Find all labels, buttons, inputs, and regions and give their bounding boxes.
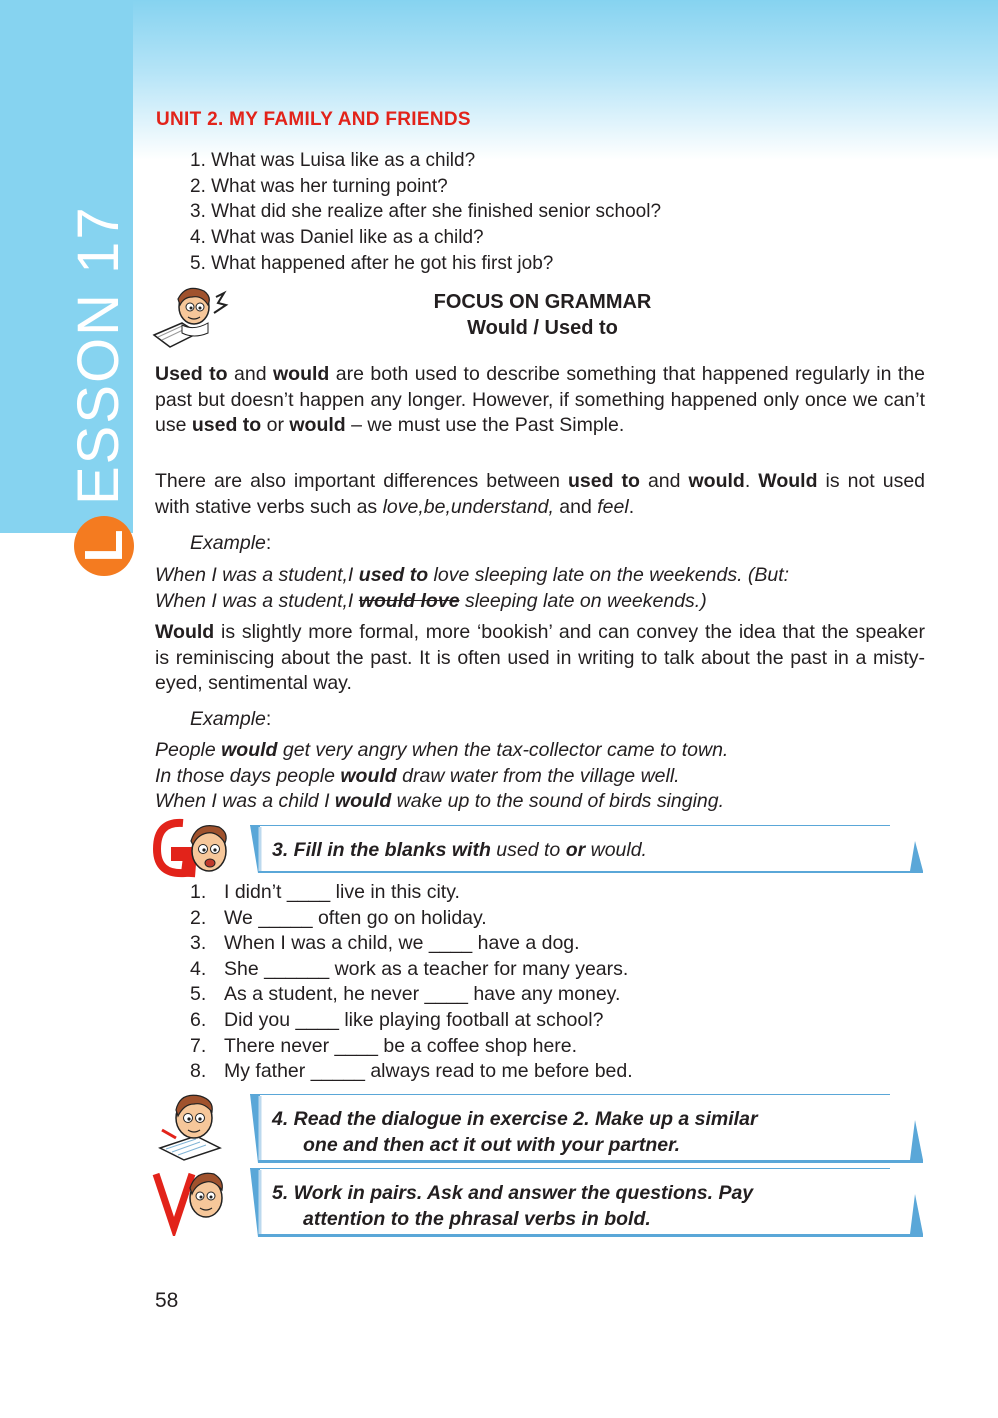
page-number: 58 [155, 1289, 179, 1312]
lesson-letter: L [74, 529, 134, 563]
grammar-title: FOCUS ON GRAMMAR [433, 291, 652, 313]
list-item: 3. When I was a child, we ____ have a dog. [190, 932, 580, 955]
exercise-3-banner [250, 825, 923, 875]
exercise-4-banner [250, 1094, 923, 1166]
list-item: 4. What was Daniel like as a child? [190, 227, 484, 249]
grammar-mascot-icon [153, 817, 243, 883]
list-item: 7. There never ____ be a coffee shop here. [190, 1034, 578, 1057]
grammar-paragraph-1: Used to and would are both used to describe something that happened regularly in the past but doesn’t happen any longer. However, if something happened only once we can’t use used to or would – we must use the Past Simple. [155, 363, 925, 437]
lesson-label: ESSON 17 [66, 205, 131, 505]
exercise-4-instruction: 4. Read the dialogue in exercise 2. Make up a similar one and then act it out with your partner. [272, 1108, 758, 1156]
unit-title: UNIT 2. MY FAMILY AND FRIENDS [156, 109, 471, 130]
list-item: 1. What was Luisa like as a child? [190, 150, 476, 171]
list-item: 5. What happened after he got his first job? [190, 252, 554, 274]
example-label-2: Example: [190, 708, 272, 730]
writing-boy-icon [156, 1090, 232, 1162]
list-item: 2. What was her turning point? [190, 175, 448, 197]
list-item: 2. We _____ often go on holiday. [190, 906, 487, 929]
list-item: 3. What did she realize after she finished senior school? [190, 201, 662, 223]
vocabulary-mascot-icon [152, 1166, 234, 1236]
exercise-3-instruction: 3. Fill in the blanks with used to or would. [272, 839, 647, 861]
header-band [0, 0, 998, 160]
list-item: 6. Did you ____ like playing football at school? [190, 1008, 604, 1031]
list-item: 4. She ______ work as a teacher for many years. [190, 957, 629, 980]
list-item: 5. As a student, he never ____ have any money. [190, 983, 621, 1006]
question-list [190, 148, 661, 277]
example-label: Example: [190, 532, 272, 554]
exercise-5-banner [250, 1168, 923, 1240]
grammar-heading [355, 289, 730, 341]
example-block-2: People would get very angry when the tax-collector came to town. In those days people would draw water from the village well. When I was a child I would wake up to the sound of birds singing. [155, 739, 729, 813]
list-item: 1. I didn’t ____ live in this city. [190, 881, 460, 903]
grammar-paragraph-2: There are also important differences between used to and would. Would is not used with stative verbs such as love,be,understand, and feel. [155, 470, 926, 518]
example-block-1: When I was a student,I used to love sleeping late on the weekends. (But: When I was a student,I would love sleeping late on weekends.) [155, 564, 790, 612]
list-item: 8. My father _____ always read to me before bed. [190, 1060, 633, 1083]
exercise-3-list [190, 880, 633, 1085]
grammar-subtitle: Would / Used to [467, 317, 618, 339]
exercise-5-instruction: 5. Work in pairs. Ask and answer the questions. Pay attention to the phrasal verbs in bold. [272, 1182, 754, 1230]
reading-boy-icon [152, 283, 232, 349]
grammar-paragraph-3: Would is slightly more formal, more ‘bookish’ and can convey the idea that the speaker is reminiscing about the past. It is often used in writing to talk about the past in a misty-eyed, sentimental way. [155, 621, 925, 695]
